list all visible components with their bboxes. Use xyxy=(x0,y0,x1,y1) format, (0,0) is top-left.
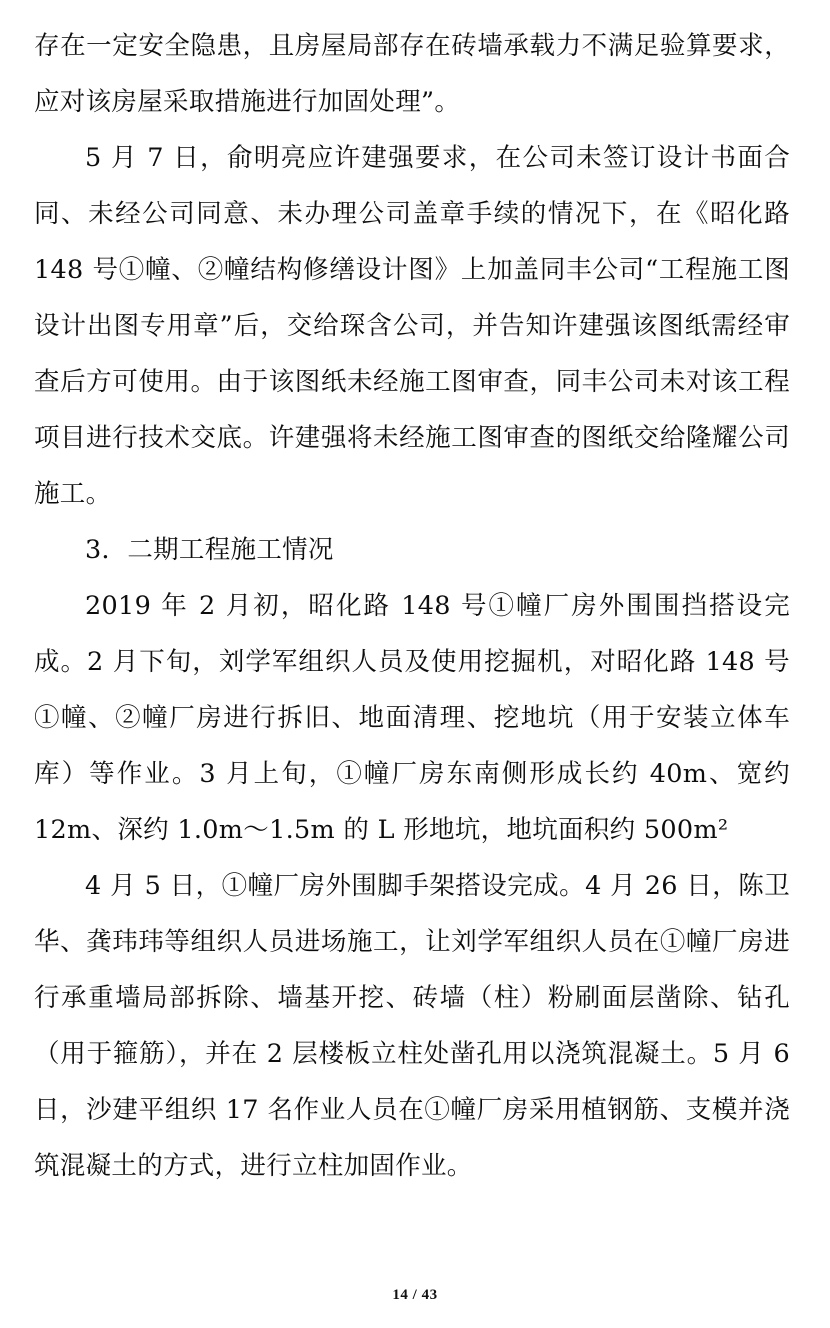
paragraph-4: 2019 年 2 月初，昭化路 148 号①幢厂房外围围挡搭设完成。2 月下旬，刘学军组织人员及使用挖掘机，对昭化路 148 号①幢、②幢厂房进行拆旧、地面清理、挖地坑（用于安装立体车库）等作业。3 月上旬，①幢厂房东南侧形成长约 40m、宽约 12m、深约 1.0m～1.5m 的 L 形地坑，地坑面积约 500m² xyxy=(34,591,790,845)
paragraph-5: 4 月 5 日，①幢厂房外围脚手架搭设完成。4 月 26 日，陈卫华、龚玮玮等组织人员进场施工，让刘学军组织人员在①幢厂房进行承重墙局部拆除、墙基开挖、砖墙（柱）粉刷面层凿除、钻孔（用于箍筋），并在 2 层楼板立柱处凿孔用以浇筑混凝土。5 月 6 日，沙建平组织 17 名作业人员在①幢厂房采用植钢筋、支模并浇筑混凝土的方式，进行立柱加固作业。 xyxy=(34,871,790,1181)
page-number-footer: 14 / 43 xyxy=(392,1287,438,1303)
paragraph-2: 5 月 7 日，俞明亮应许建强要求，在公司未签订设计书面合同、未经公司同意、未办理公司盖章手续的情况下，在《昭化路 148 号①幢、②幢结构修缮设计图》上加盖同丰公司“工程施工图设计出图专用章”后，交给琛含公司，并告知许建强该图纸需经审查后方可使用。由于该图纸未经施工图审查，同丰公司未对该工程项目进行技术交底。许建强将未经施工图审查的图纸交给隆耀公司施工。 xyxy=(34,143,790,509)
paragraph-3-heading: 3．二期工程施工情况 xyxy=(85,535,334,565)
paragraph-1: 存在一定安全隐患，且房屋局部存在砖墙承载力不满足验算要求，应对该房屋采取措施进行加固处理”。 xyxy=(34,31,790,117)
document-body xyxy=(34,18,790,1194)
